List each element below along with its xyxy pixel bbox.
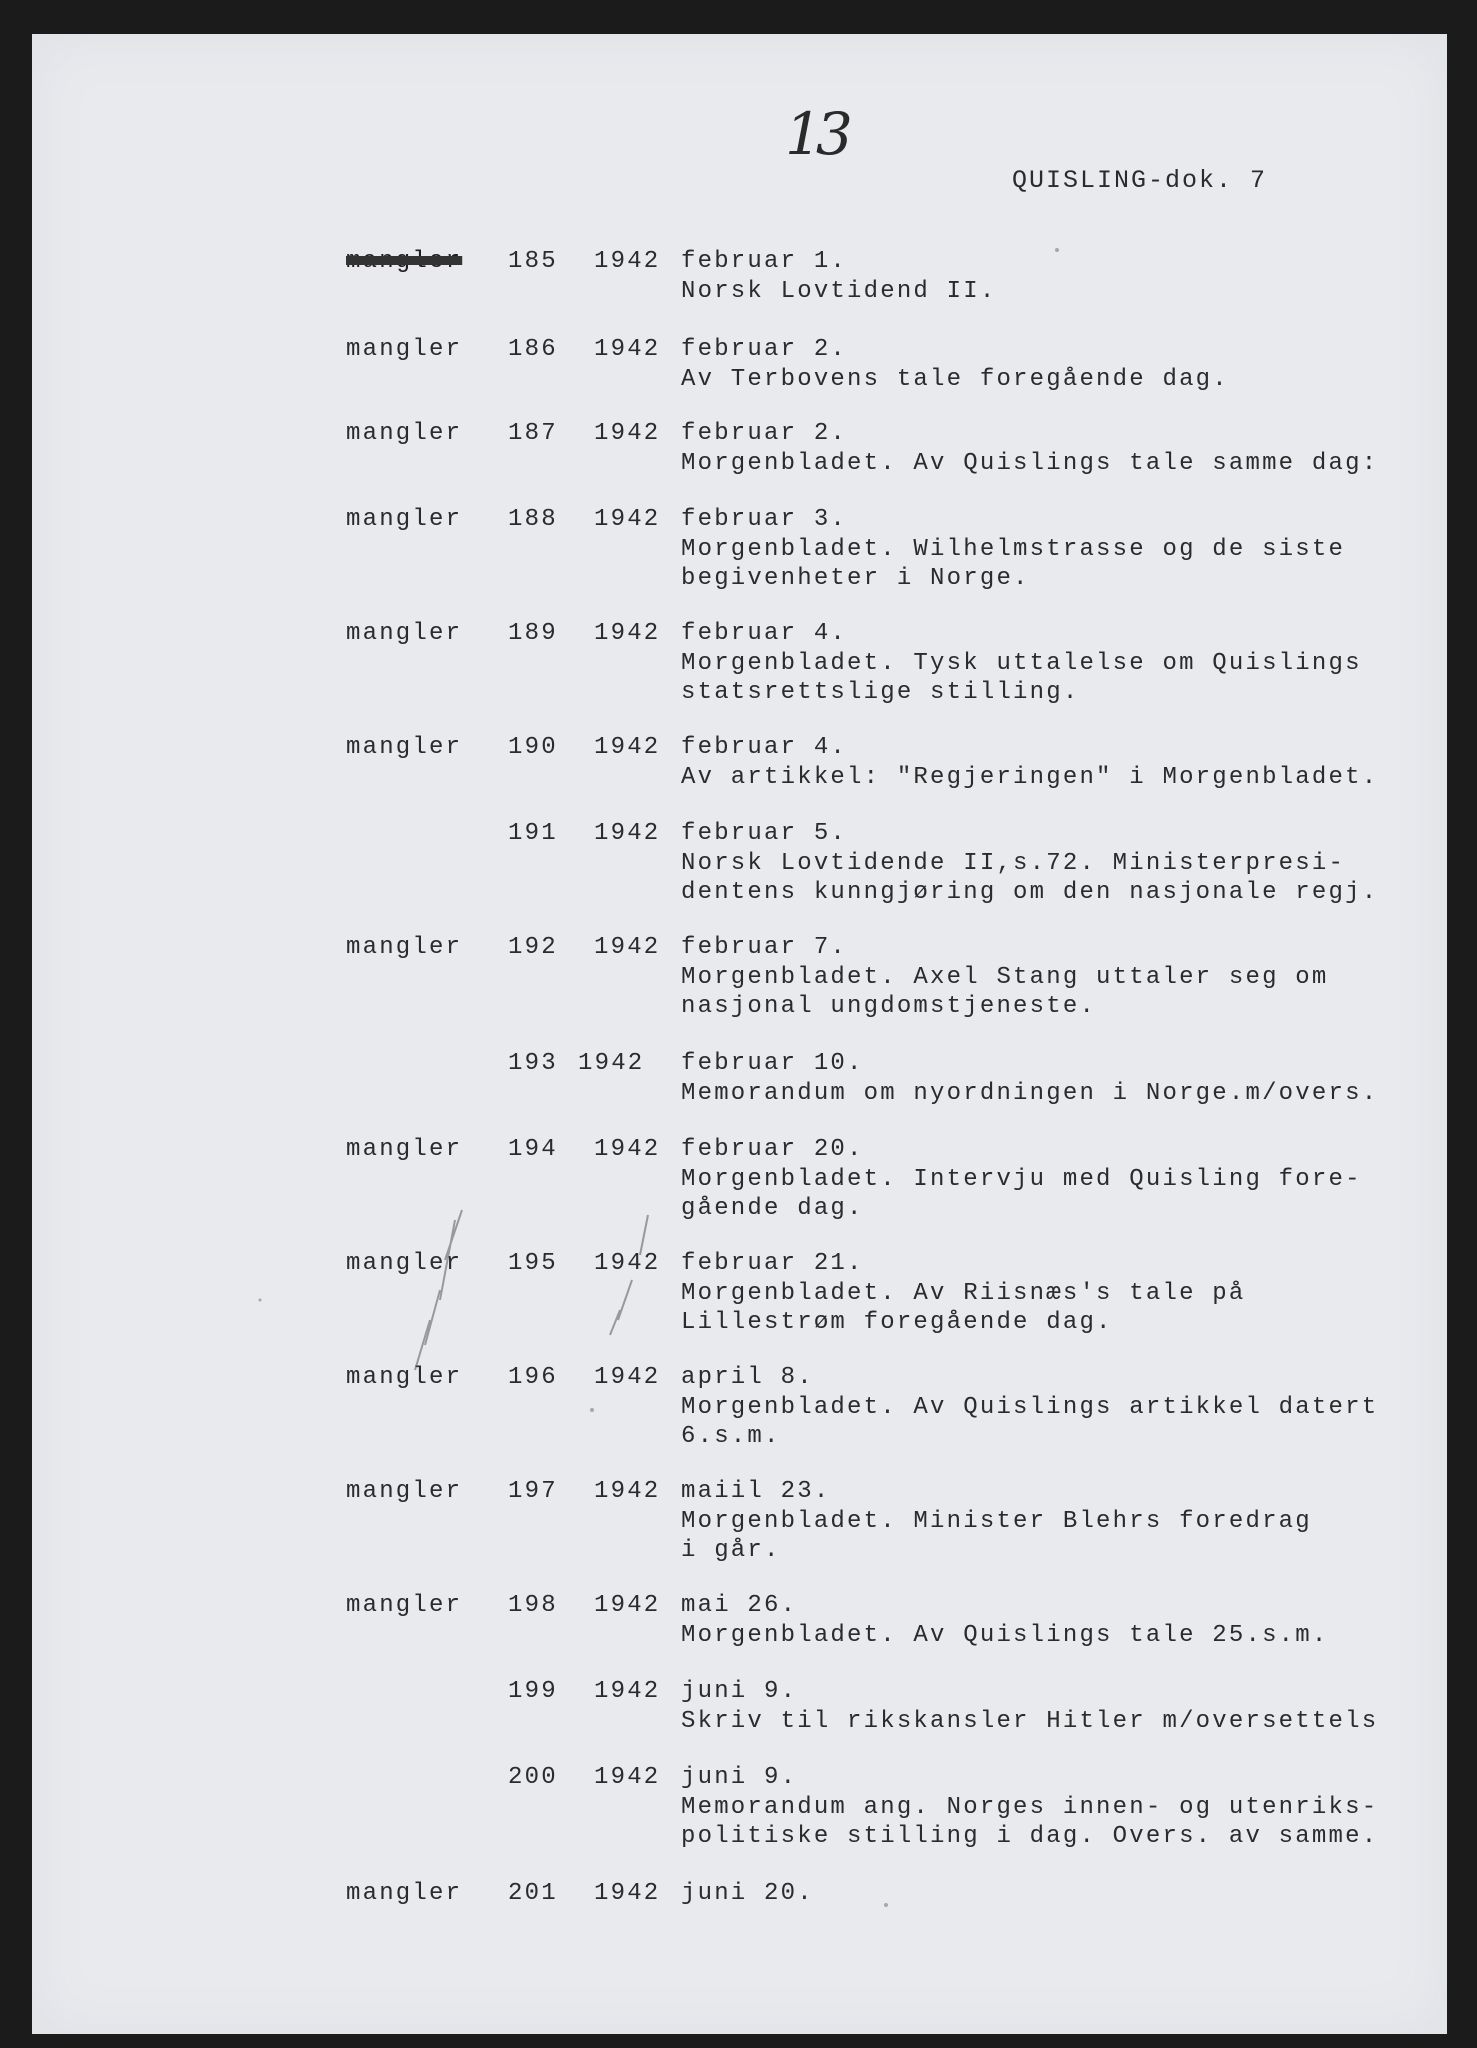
entry-date: februar 2. xyxy=(681,420,848,447)
entry-201 xyxy=(0,1880,1477,1960)
entry-status: mangler xyxy=(346,934,463,961)
entry-year: 1942 xyxy=(594,820,661,847)
entry-190 xyxy=(0,734,1477,814)
entry-description-line: Morgenbladet. Intervju med Quisling fore- xyxy=(681,1166,1362,1193)
entry-description-line: Morgenbladet. Minister Blehrs foredrag xyxy=(681,1508,1312,1535)
entry-description-line: Lillestrøm foregående dag. xyxy=(681,1309,1113,1336)
entry-date: februar 7. xyxy=(681,934,848,961)
entry-status: mangler xyxy=(346,506,463,533)
entry-description-line: Norsk Lovtidend II. xyxy=(681,278,997,305)
entry-description-line: Memorandum ang. Norges innen- og utenriks- xyxy=(681,1794,1379,1821)
entry-status: mangler xyxy=(346,1250,463,1277)
entry-description-line: politiske stilling i dag. Overs. av samme. xyxy=(681,1823,1379,1850)
entry-year: 1942 xyxy=(594,1364,661,1391)
entry-186 xyxy=(0,336,1477,416)
entry-year: 1942 xyxy=(594,1764,661,1791)
entry-185 xyxy=(0,248,1477,328)
entry-194 xyxy=(0,1136,1477,1222)
entry-description-line: Morgenbladet. Av Quislings tale 25.s.m. xyxy=(681,1622,1329,1649)
entry-number: 194 xyxy=(508,1136,558,1163)
entry-description-line: Morgenbladet. Axel Stang uttaler seg om xyxy=(681,964,1329,991)
entry-year: 1942 xyxy=(594,1880,661,1907)
entry-date: februar 4. xyxy=(681,620,848,647)
entry-number: 188 xyxy=(508,506,558,533)
entry-status: mangler xyxy=(346,1136,463,1163)
entry-status: mangler xyxy=(346,620,463,647)
entry-date: februar 20. xyxy=(681,1136,864,1163)
entry-year: 1942 xyxy=(594,934,661,961)
entry-date: april 8. xyxy=(681,1364,814,1391)
entry-year: 1942 xyxy=(594,1250,661,1277)
entry-year: 1942 xyxy=(594,1678,661,1705)
entry-year: 1942 xyxy=(594,336,661,363)
entry-195 xyxy=(0,1250,1477,1336)
entry-status: mangler xyxy=(346,336,463,363)
entry-description-line: Morgenbladet. Wilhelmstrasse og de siste xyxy=(681,536,1346,563)
entry-number: 193 xyxy=(508,1050,558,1077)
entry-date: februar 3. xyxy=(681,506,848,533)
entry-description-line: Memorandum om nyordningen i Norge.m/overs. xyxy=(681,1080,1379,1107)
entry-description-line: Av Terbovens tale foregående dag. xyxy=(681,366,1229,393)
entry-date: februar 10. xyxy=(681,1050,864,1077)
entry-200 xyxy=(0,1764,1477,1850)
entry-description-line: dentens kunngjøring om den nasjonale regj. xyxy=(681,879,1379,906)
entry-year: 1942 xyxy=(594,1478,661,1505)
entry-description-line: begivenheter i Norge. xyxy=(681,565,1030,592)
entry-number: 200 xyxy=(508,1764,558,1791)
entry-date: februar 21. xyxy=(681,1250,864,1277)
entry-196 xyxy=(0,1364,1477,1450)
entry-description-line: nasjonal ungdomstjeneste. xyxy=(681,993,1097,1020)
entry-year: 1942 xyxy=(594,248,661,275)
entry-date: juni 20. xyxy=(681,1880,814,1907)
entry-description-line: statsrettslige stilling. xyxy=(681,679,1080,706)
entry-number: 187 xyxy=(508,420,558,447)
entry-description-line: Morgenbladet. Av Quislings tale samme dag: xyxy=(681,450,1379,477)
entry-description-line: 6.s.m. xyxy=(681,1423,781,1450)
entry-number: 191 xyxy=(508,820,558,847)
entry-number: 195 xyxy=(508,1250,558,1277)
entry-year: 1942 xyxy=(594,506,661,533)
entry-number: 197 xyxy=(508,1478,558,1505)
entry-date: februar 1. xyxy=(681,248,848,275)
entry-status: mangler xyxy=(346,1880,463,1907)
entry-description-line: Skriv til rikskansler Hitler m/oversettels xyxy=(681,1708,1379,1735)
entry-number: 201 xyxy=(508,1880,558,1907)
entry-number: 185 xyxy=(508,248,558,275)
entry-year: 1942 xyxy=(594,1136,661,1163)
entry-year: 1942 xyxy=(594,734,661,761)
entry-188 xyxy=(0,506,1477,592)
entry-198 xyxy=(0,1592,1477,1672)
entry-description-line: i går. xyxy=(681,1537,781,1564)
entry-description-line: Av artikkel: "Regjeringen" i Morgenbladet. xyxy=(681,764,1379,791)
entry-description-line: gående dag. xyxy=(681,1195,864,1222)
handwritten-page-number: 13 xyxy=(785,100,847,168)
entry-192 xyxy=(0,934,1477,1020)
entry-number: 198 xyxy=(508,1592,558,1619)
entry-status-struck-out: mangler xyxy=(346,248,463,275)
entry-191 xyxy=(0,820,1477,906)
entry-189 xyxy=(0,620,1477,706)
entry-date: februar 2. xyxy=(681,336,848,363)
entry-number: 189 xyxy=(508,620,558,647)
entry-description-line: Morgenbladet. Av Riisnæs's tale på xyxy=(681,1280,1246,1307)
entry-status: mangler xyxy=(346,420,463,447)
entry-187 xyxy=(0,420,1477,500)
entry-year: 1942 xyxy=(594,620,661,647)
entry-number: 196 xyxy=(508,1364,558,1391)
entry-number: 190 xyxy=(508,734,558,761)
entry-status: mangler xyxy=(346,734,463,761)
entry-date: februar 4. xyxy=(681,734,848,761)
entry-date: juni 9. xyxy=(681,1764,798,1791)
entry-date: februar 5. xyxy=(681,820,848,847)
entry-number: 186 xyxy=(508,336,558,363)
entry-year: 1942 xyxy=(578,1050,645,1077)
entry-date: mai 26. xyxy=(681,1592,798,1619)
entry-197 xyxy=(0,1478,1477,1564)
entry-status: mangler xyxy=(346,1364,463,1391)
entry-199 xyxy=(0,1678,1477,1758)
entry-description-line: Norsk Lovtidende II,s.72. Ministerpresi- xyxy=(681,850,1346,877)
entry-number: 192 xyxy=(508,934,558,961)
entry-status: mangler xyxy=(346,1592,463,1619)
entry-number: 199 xyxy=(508,1678,558,1705)
entry-status: mangler xyxy=(346,1478,463,1505)
document-reference: QUISLING-dok. 7 xyxy=(1012,166,1268,195)
entry-year: 1942 xyxy=(594,420,661,447)
entry-193 xyxy=(0,1050,1477,1130)
entry-year: 1942 xyxy=(594,1592,661,1619)
entry-date: juni 9. xyxy=(681,1678,798,1705)
entry-description-line: Morgenbladet. Av Quislings artikkel datert xyxy=(681,1394,1379,1421)
entry-date: maiil 23. xyxy=(681,1478,831,1505)
entry-description-line: Morgenbladet. Tysk uttalelse om Quislings xyxy=(681,650,1362,677)
